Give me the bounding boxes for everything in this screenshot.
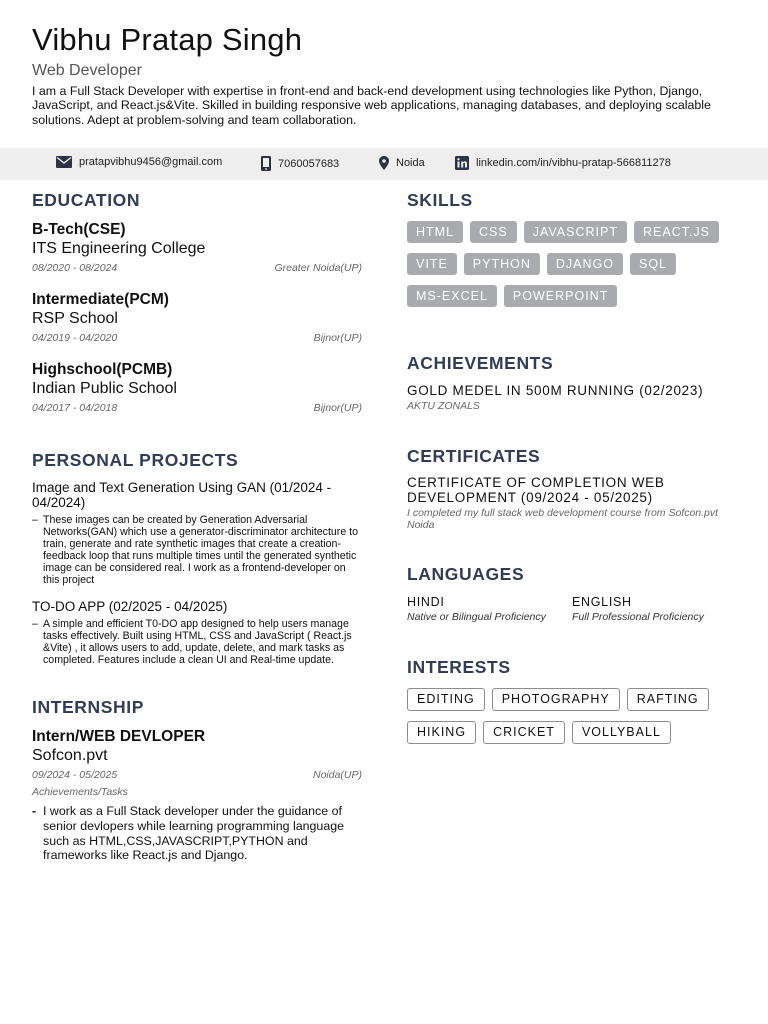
project-item [32,599,362,666]
language-level: Full Professional Proficiency [572,611,704,623]
education-item [32,361,362,414]
left-column [32,190,362,863]
achievement-sub: AKTU ZONALS [407,400,480,412]
edu-dates: 04/2017 - 04/2018 [32,402,118,414]
edu-school: Indian Public School [32,380,177,397]
edu-dates: 08/2020 - 08/2024 [32,262,118,274]
linkedin-text: linkedin.com/in/vibhu-pratap-566811278 [476,157,671,169]
bullet-dash: – [32,618,38,630]
contact-linkedin[interactable] [455,156,671,170]
edu-location: Greater Noida(UP) [274,262,362,274]
edu-meta [32,402,362,414]
edu-school: ITS Engineering College [32,240,206,257]
languages-section [407,564,737,623]
skill-chip: SQL [630,253,676,275]
internship-section [32,697,362,863]
skill-chip: HTML [407,221,463,243]
project-item [32,480,362,586]
certificates-heading: CERTIFICATES [407,446,541,466]
intern-location: Noida(UP) [312,769,362,781]
education-item [32,221,362,274]
certificate-sub: I completed my full stack web development course from Sofcon.pvt Noida [407,507,719,531]
internship-heading: INTERNSHIP [32,697,144,717]
project-title: Image and Text Generation Using GAN (01/2024 - 04/2024) [32,480,332,510]
interest-chip: CRICKET [483,721,565,744]
skills-list [407,221,737,307]
skill-chip: JAVASCRIPT [524,221,627,243]
skill-chip: POWERPOINT [504,285,617,307]
person-name: Vibhu Pratap Singh [32,22,303,57]
edu-meta [32,332,362,344]
location-pin-icon [379,156,389,170]
interests-heading: INTERESTS [407,657,511,677]
interest-chip: HIKING [407,721,476,744]
language-name: ENGLISH [572,595,632,609]
projects-section [32,450,362,666]
interest-chip: EDITING [407,688,485,711]
education-item [32,291,362,344]
projects-heading: PERSONAL PROJECTS [32,450,239,470]
contact-bar [0,148,768,180]
achievements-heading: ACHIEVEMENTS [407,353,554,373]
contact-location [379,156,425,170]
education-section [32,190,362,414]
language-name: HINDI [407,595,445,609]
interests-section [407,657,737,744]
edu-school: RSP School [32,310,118,327]
languages-list [407,595,737,623]
edu-dates: 04/2019 - 04/2020 [32,332,118,344]
edu-degree: Intermediate(PCM) [32,291,169,308]
resume-header [32,22,742,127]
language-level: Native or Bilingual Proficiency [407,611,546,623]
phone-text: 7060057683 [278,157,340,170]
skills-heading: SKILLS [407,190,473,210]
email-icon [56,156,72,168]
project-bullet [32,618,362,666]
skill-chip: VITE [407,253,457,275]
language-item [572,595,737,623]
intern-company: Sofcon.pvt [32,747,108,764]
achievements-section [407,353,737,412]
location-text: Noida [396,157,425,169]
interest-chip: PHOTOGRAPHY [492,688,620,711]
intern-task-bullet [32,804,362,863]
linkedin-icon [455,156,469,170]
phone-icon [261,156,271,171]
contact-phone[interactable] [261,156,339,171]
job-title: Web Developer [32,62,142,79]
languages-heading: LANGUAGES [407,564,525,584]
skill-chip: CSS [470,221,517,243]
skill-chip: DJANGO [547,253,623,275]
edu-degree: B-Tech(CSE) [32,221,126,238]
intern-dates: 09/2024 - 05/2025 [32,769,118,781]
project-description: These images can be created by Generation Adversarial Networks(GAN) which use a generator-discriminator architecture to train, generate and rate synthetic images that create a creation-feedback loop that runs multiple times until the generated synthetic image can be considered real. I work as a frontend-developer on this project [43,514,358,586]
intern-meta [32,769,362,781]
bullet-dash: – [32,514,38,526]
tasks-label: Achievements/Tasks [32,786,128,798]
edu-location: Bijnor(UP) [313,332,362,344]
interest-chip: RAFTING [627,688,709,711]
bullet-dash: - [32,804,37,818]
edu-location: Bijnor(UP) [313,402,362,414]
interest-chip: VOLLYBALL [572,721,671,744]
certificates-section [407,446,737,531]
achievement-title: GOLD MEDEL IN 500M RUNNING (02/2023) [407,383,704,398]
skills-section [407,190,737,307]
skill-chip: PYTHON [464,253,540,275]
contact-email[interactable] [56,156,222,168]
certificate-title: CERTIFICATE OF COMPLETION WEB DEVELOPMENT (09/2024 - 05/2025) [407,475,665,505]
skill-chip: MS-EXCEL [407,285,497,307]
skill-chip: REACT.JS [634,221,719,243]
education-heading: EDUCATION [32,190,141,210]
project-title: TO-DO APP (02/2025 - 04/2025) [32,599,228,614]
right-column [407,190,737,744]
language-item [407,595,572,623]
email-text: pratapvibhu9456@gmail.com [79,156,223,168]
edu-degree: Highschool(PCMB) [32,361,173,378]
interests-list [407,688,737,744]
project-bullet [32,514,362,586]
profile-summary: I am a Full Stack Developer with expertise in front-end and back-end development using technologies like Python, Django, JavaScript, and React.js&Vite. Skilled in building responsive web applications, managing databases, and deploying scalable solutions. Adept at problem-solving and team collaboration. [32,84,711,127]
project-description: A simple and efficient T0-DO app designed to help users manage tasks effectively. Built using HTML, CSS and JavaScript ( React.js &Vite) , it allows users to add, update, delete, and mark tasks as completed. Features include a clean UI and Real-time update. [43,618,352,666]
intern-position: Intern/WEB DEVLOPER [32,728,206,745]
intern-task-text: I work as a Full Stack developer under the guidance of senior devlopers while learning programming language such as HTML,CSS,JAVASCRIPT,PYTHON and frameworks like React.js and Django. [43,804,344,863]
edu-meta [32,262,362,274]
